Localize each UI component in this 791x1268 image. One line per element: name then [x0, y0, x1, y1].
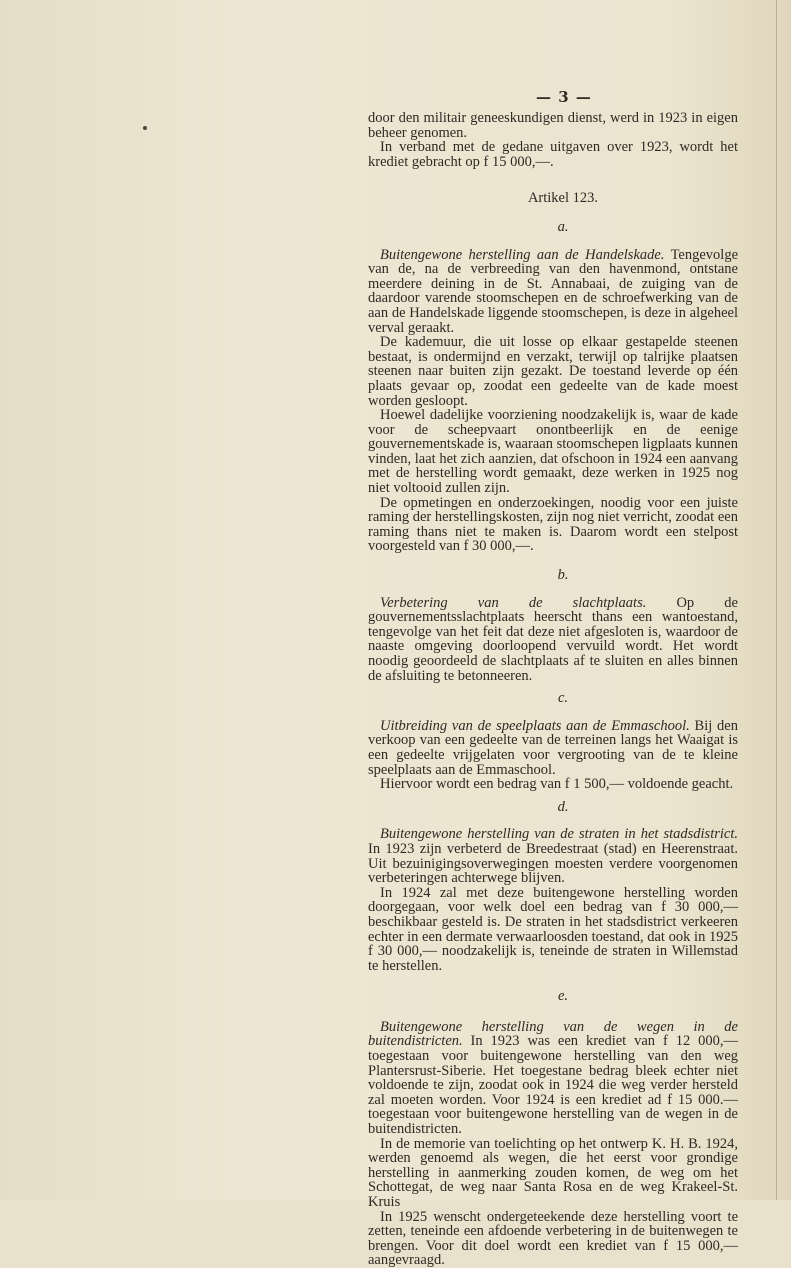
section-paragraph: In de memorie van toelichting op het ontwerp K. H. B. 1924, werden genoemd als wegen, die het eerst voor grondige herstelling in aanmerking zouden komen, de weg om het Schottegat, de weg naar Santa Rosa en de weg Krakeel-St. Kruis — [368, 1135, 738, 1210]
section-lead-paragraph — [368, 719, 738, 777]
section-paragraph: Hiervoor wordt een bedrag van f 1 500,— voldoende geacht. — [380, 776, 734, 793]
page-edge-line — [776, 0, 777, 1200]
text-column — [368, 111, 738, 1268]
section-lead-paragraph — [368, 596, 738, 684]
intro-paragraph: door den militair geneeskundigen dienst, werd in 1923 in eigen beheer genomen. — [368, 110, 738, 141]
section-paragraph: In 1925 wenscht ondergeteekende deze herstelling voort te zetten, teneinde een afdoende verbetering in de buitenwegen te brengen. Voor dit doel wordt een krediet van f 15 000,— aangevraagd. — [368, 1208, 738, 1268]
section-letter: c. — [557, 690, 569, 707]
section-a — [368, 220, 738, 554]
section-letter: d. — [557, 798, 569, 815]
section-lead-text: In 1923 zijn verbeterd de Breedestraat (stad) en Heerenstraat. Uit bezuinigingsoverwegingen moesten verdere voorgenomen verbeteringen achterwege blijven. — [368, 840, 738, 887]
section-d — [368, 800, 738, 974]
section-heading: Uitbreiding van de speelplaats aan de Emmaschool. — [380, 717, 690, 734]
section-paragraph: De kademuur, die uit losse op elkaar gestapelde steenen bestaat, is ondermijnd en verzakt, terwijl op talrijke plaatsen steenen naar buiten zijn gezakt. De toestand leverde op één plaats gevaar op, zoodat een gedeelte van de kade moest worden gesloopt. — [368, 334, 738, 409]
section-b — [368, 568, 738, 683]
section-heading: Buitengewone herstelling van de straten in het stadsdistrict. — [380, 826, 738, 843]
section-letter: b. — [557, 567, 569, 584]
section-paragraph: In 1924 zal met deze buitengewone herstelling worden doorgegaan, voor welk doel een bedrag van f 30 000,— beschikbaar gesteld is. De straten in het stadsdistrict verkeeren echter in een dermate verwaarloosden toestand, dat ook in 1925 f 30 000,— noodzakelijk is, teneinde de straten in Willemstad te herstellen. — [368, 884, 738, 974]
section-heading: Buitengewone herstelling aan de Handelskade. — [380, 246, 665, 263]
page-number: — 3 — — [536, 88, 592, 106]
section-e — [368, 989, 738, 1268]
section-lead-text: In 1923 was een krediet van f 12 000,— toegestaan voor buitengewone herstelling van den weg Plantersrust-Siberie. Het toegestane bedrag bleek echter niet voldoende te zijn, zoodat ook in 1924 die weg verder hersteld zal moeten worden. Voor 1924 is een krediet ad f 15 000.— toegestaan voor buitengewone herstelling van de wegen in de buitendistricten. — [368, 1033, 738, 1138]
section-c — [368, 691, 738, 792]
section-letter: a. — [557, 218, 569, 235]
section-letter: e. — [557, 988, 569, 1005]
section-lead-text: Op de gouvernementsslachtplaats heerscht thans een wantoestand, tengevolge van het feit dat deze niet afgesloten is, waardoor de naaste omgeving doorloopend vervuild wordt. Het wordt noodig geoordeeld de slachtplaats af te sluiten en alles binnen de afsluiting te betonneeren. — [368, 594, 738, 684]
section-paragraph: De opmetingen en onderzoekingen, noodig voor een juiste raming der herstellingskosten, zijn nog niet verricht, zoodat een raming thans niet te maken is. Daarom wordt een stelpost voorgesteld van f 30 000,—. — [368, 494, 738, 555]
section-lead-paragraph — [368, 248, 738, 336]
section-heading: Verbetering van de slachtplaats. — [380, 594, 647, 611]
section-lead-paragraph — [368, 827, 738, 885]
section-paragraph: Hoewel dadelijke voorziening noodzakelijk is, waar de kade voor de scheepvaart onontbeerlijk en de eenige gouvernementskade is, waaraan stoomschepen ligplaats kunnen vinden, laat het zich aanzien, dat ofschoon in 1924 een aanvang met de herstelling wordt gemaakt, deze werken in 1925 nog niet voltooid zullen zijn. — [368, 407, 738, 497]
section-lead-text: Bij den verkoop van een gedeelte van de terreinen langs het Waaigat is een gedeelte vrijgelaten voor vergrooting van de te kleine speelplaats aan de Emmaschool. — [368, 717, 738, 778]
section-heading: Buitengewone herstelling van de wegen in de buitendistricten. — [368, 1018, 738, 1050]
margin-speck — [143, 126, 147, 130]
intro-paragraph: In verband met de gedane uitgaven over 1923, wordt het krediet gebracht op f 15 000,—. — [368, 139, 738, 170]
section-lead-paragraph — [368, 1020, 738, 1137]
article-title: Artikel 123. — [527, 190, 599, 207]
section-lead-text: Tengevolge van de, na de verbreeding van den havenmond, ontstane meerdere deining in de St. Annabaai, de zuiging van de daardoor varende stoomschepen en de schroefwerking van de aan de Handelskade liggende stoomschepen, is deze in algeheel verval geraakt. — [368, 246, 738, 336]
